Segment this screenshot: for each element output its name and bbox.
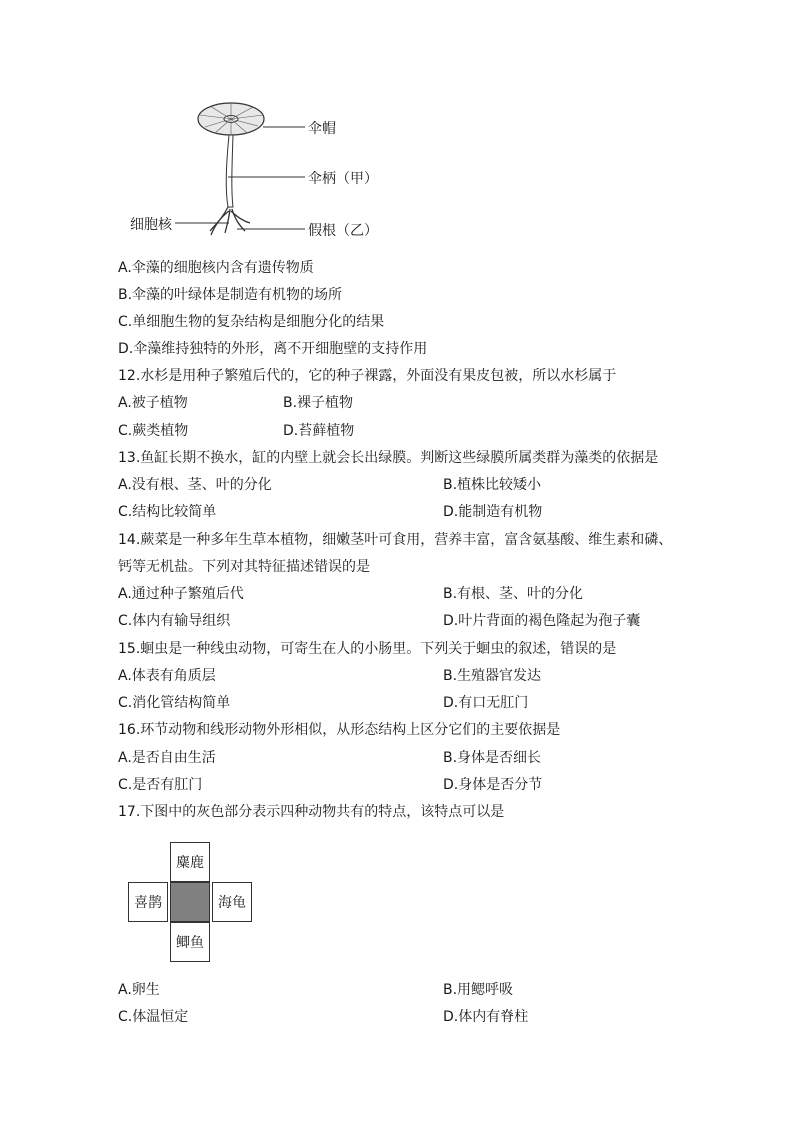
q15-option-c: C.消化管结构简单 — [118, 695, 231, 711]
q15-stem: 15.蛔虫是一种线虫动物，可寄生在人的小肠里。下列关于蛔虫的叙述，错误的是 — [118, 641, 617, 657]
rhizoid-label: 假根（乙） — [308, 223, 378, 239]
q14-option-c: C.体内有输导组织 — [118, 613, 231, 629]
nucleus-label: 细胞核 — [130, 217, 172, 233]
acetabularia-figure — [125, 95, 425, 245]
q14-option-d: D.叶片背面的褐色隆起为孢子囊 — [443, 613, 641, 629]
cell-center-shared — [170, 882, 210, 922]
q14-stem-line2: 钙等无机盐。下列对其特征描述错误的是 — [118, 559, 370, 575]
q12-option-b: B.裸子植物 — [283, 395, 354, 411]
q17-option-b: B.用鳃呼吸 — [443, 982, 514, 998]
q14-option-a: A.通过种子繁殖后代 — [118, 586, 244, 602]
cell-left: 喜鹊 — [128, 882, 168, 922]
q17-option-a: A.卵生 — [118, 982, 160, 998]
cell-bottom: 鲫鱼 — [170, 922, 210, 962]
q12-option-a: A.被子植物 — [118, 395, 188, 411]
q15-option-b: B.生殖器官发达 — [443, 668, 542, 684]
cap-label: 伞帽 — [308, 121, 336, 137]
q16-option-c: C.是否有肛门 — [118, 777, 203, 793]
q16-stem: 16.环节动物和线形动物外形相似，从形态结构上区分它们的主要依据是 — [118, 722, 561, 738]
q17-stem: 17.下图中的灰色部分表示四种动物共有的特点，该特点可以是 — [118, 804, 505, 820]
q16-option-d: D.身体是否分节 — [443, 777, 543, 793]
q16-option-a: A.是否自由生活 — [118, 750, 216, 766]
q15-option-a: A.体表有角质层 — [118, 668, 216, 684]
q17-option-c: C.体温恒定 — [118, 1009, 189, 1025]
stalk-label: 伞柄（甲） — [308, 171, 378, 187]
animal-cross-diagram — [128, 842, 256, 962]
q11-option-d: D.伞藻维持独特的外形，离不开细胞壁的支持作用 — [118, 341, 428, 357]
q11-option-a: A.伞藻的细胞核内含有遗传物质 — [118, 260, 314, 276]
cell-right: 海龟 — [212, 882, 252, 922]
q14-stem-line1: 14.蕨菜是一种多年生草本植物，细嫩茎叶可食用，营养丰富，富含氨基酸、维生素和磷、 — [118, 532, 673, 548]
q17-option-d: D.体内有脊柱 — [443, 1009, 529, 1025]
q13-option-c: C.结构比较简单 — [118, 504, 217, 520]
q11-option-c: C.单细胞生物的复杂结构是细胞分化的结果 — [118, 314, 385, 330]
q13-stem: 13.鱼缸长期不换水，缸的内壁上就会长出绿膜。判断这些绿膜所属类群为藻类的依据是 — [118, 450, 659, 466]
q13-option-b: B.植株比较矮小 — [443, 477, 542, 493]
q13-option-a: A.没有根、茎、叶的分化 — [118, 477, 272, 493]
q12-option-c: C.蕨类植物 — [118, 423, 189, 439]
q12-stem: 12.水杉是用种子繁殖后代的，它的种子裸露，外面没有果皮包被，所以水杉属于 — [118, 368, 617, 384]
q13-option-d: D.能制造有机物 — [443, 504, 543, 520]
q16-option-b: B.身体是否细长 — [443, 750, 542, 766]
cell-top: 麋鹿 — [170, 842, 210, 882]
q15-option-d: D.有口无肛门 — [443, 695, 529, 711]
q12-option-d: D.苔藓植物 — [283, 423, 355, 439]
q11-option-b: B.伞藻的叶绿体是制造有机物的场所 — [118, 287, 343, 303]
q14-option-b: B.有根、茎、叶的分化 — [443, 586, 584, 602]
